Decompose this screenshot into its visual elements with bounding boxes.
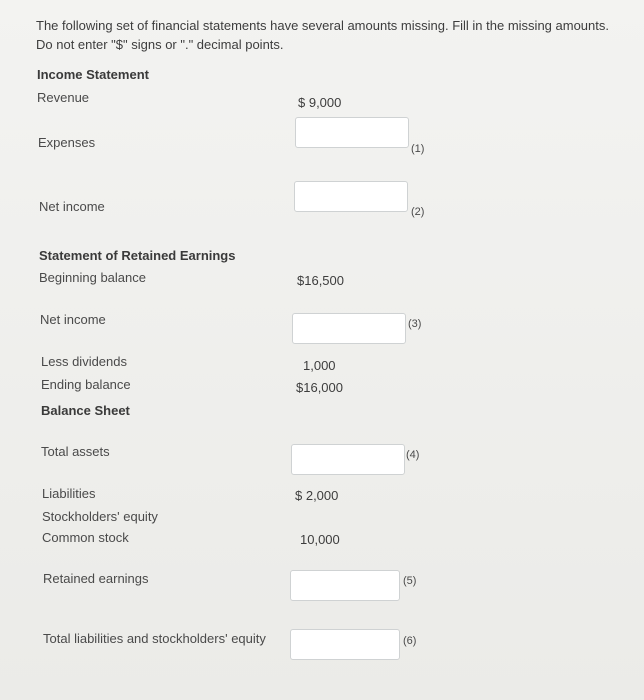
less-dividends-label: Less dividends bbox=[41, 354, 127, 369]
re-net-income-label: Net income bbox=[40, 312, 106, 327]
liabilities-label: Liabilities bbox=[42, 486, 96, 501]
common-stock-label: Common stock bbox=[42, 530, 129, 545]
total-assets-tag: (4) bbox=[406, 449, 420, 461]
retained-earnings-heading: Statement of Retained Earnings bbox=[39, 248, 236, 263]
total-liabilities-equity-input[interactable] bbox=[290, 629, 400, 660]
revenue-value: $ 9,000 bbox=[298, 95, 342, 110]
ending-balance-label: Ending balance bbox=[41, 377, 131, 392]
expenses-label: Expenses bbox=[38, 135, 96, 150]
total-liabilities-equity-tag: (6) bbox=[403, 635, 417, 647]
net-income-input[interactable] bbox=[294, 181, 408, 212]
net-income-label: Net income bbox=[39, 199, 105, 214]
liabilities-value: $ 2,000 bbox=[295, 488, 339, 503]
common-stock-value: 10,000 bbox=[300, 532, 340, 547]
ending-balance-value: $16,000 bbox=[296, 380, 343, 395]
income-statement-heading: Income Statement bbox=[37, 67, 149, 82]
beginning-balance-label: Beginning balance bbox=[39, 270, 146, 285]
total-assets-label: Total assets bbox=[41, 444, 110, 459]
retained-earnings-tag: (5) bbox=[403, 575, 417, 587]
total-liabilities-equity-label: Total liabilities and stockholders' equity bbox=[43, 631, 266, 646]
retained-earnings-input[interactable] bbox=[290, 570, 400, 601]
instructions-line-2: Do not enter "$" signs or "." decimal points. bbox=[36, 37, 284, 52]
less-dividends-value: 1,000 bbox=[303, 358, 336, 373]
stockholders-equity-label: Stockholders' equity bbox=[42, 509, 158, 524]
revenue-label: Revenue bbox=[37, 90, 90, 105]
retained-earnings-label: Retained earnings bbox=[43, 571, 149, 586]
beginning-balance-value: $16,500 bbox=[297, 273, 344, 288]
expenses-tag: (1) bbox=[411, 143, 425, 155]
net-income-tag: (2) bbox=[411, 206, 425, 218]
expenses-input[interactable] bbox=[295, 117, 409, 148]
balance-sheet-heading: Balance Sheet bbox=[41, 403, 130, 418]
instructions-line-1: The following set of financial statements have several amounts missing. Fill in the missing amounts. bbox=[36, 18, 609, 33]
re-net-income-tag: (3) bbox=[408, 318, 422, 330]
total-assets-input[interactable] bbox=[291, 444, 405, 475]
re-net-income-input[interactable] bbox=[292, 313, 406, 344]
instructions bbox=[36, 16, 636, 54]
